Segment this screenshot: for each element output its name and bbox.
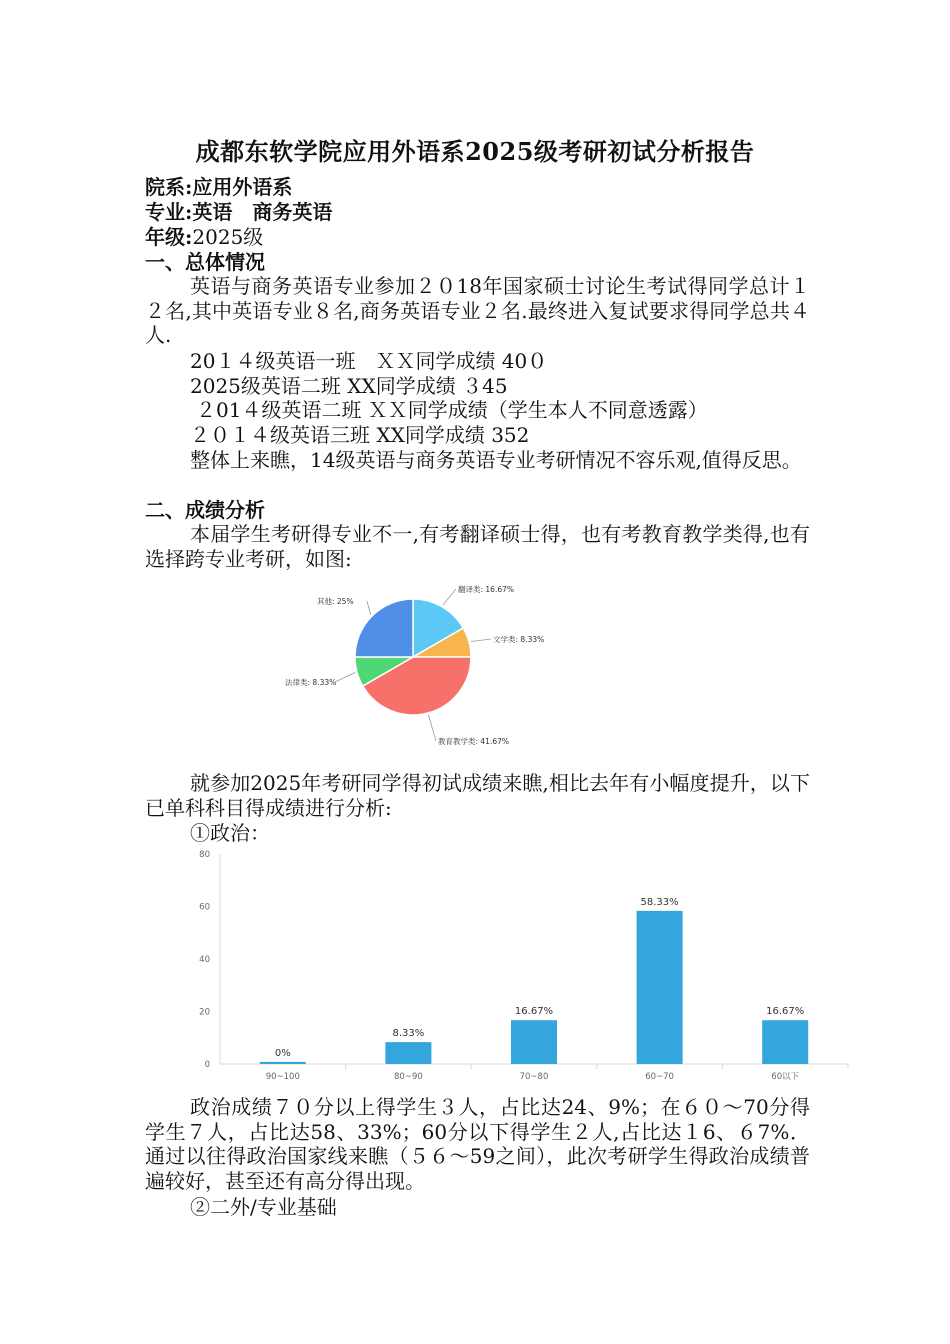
pie-slice xyxy=(355,599,413,657)
y-tick-label: 40 xyxy=(199,955,210,965)
grade-label: 年级: xyxy=(145,225,193,249)
pie-leader-line xyxy=(367,601,371,615)
student-line: ２０１４级英语三班 XX同学成绩 352 xyxy=(190,423,530,447)
pie-leader-line xyxy=(429,715,437,741)
grade-value: 2025级 xyxy=(192,225,264,249)
bar xyxy=(637,911,683,1064)
x-tick-label: 80~90 xyxy=(394,1072,423,1082)
student-line: 20１４级英语一班 ＸＸ同学成绩 40０ xyxy=(190,349,548,373)
politics-analysis-paragraph: 政治成绩７０分以上得学生３人，占比达24、9%；在６０～70分得学生７人，占比达58、33%；60分以下得学生２人,占比达１6、６7%．通过以往得政治国家线来瞧（５６～59之间），此次考研学生得政治成绩普遍较好，甚至还有高分得出现。 xyxy=(145,1095,810,1193)
bar-data-label: 16.67% xyxy=(766,1006,805,1018)
section1-summary: 整体上来瞧，14级英语与商务英语专业考研情况不容乐观,值得反思。 xyxy=(190,448,802,472)
section1-heading: 一、总体情况 xyxy=(145,250,265,274)
document-title: 成都东软学院应用外语系2025级考研初试分析报告 xyxy=(195,137,755,166)
major-value: 英语 商务英语 xyxy=(192,200,333,224)
bar xyxy=(762,1020,808,1064)
pie-leader-line xyxy=(471,639,491,642)
bar-data-label: 58.33% xyxy=(640,896,679,908)
bar xyxy=(385,1042,431,1064)
pie-slice-label: 翻译类: 16.67% xyxy=(458,585,515,594)
major-distribution-pie-chart xyxy=(280,578,560,748)
y-tick-label: 60 xyxy=(199,902,210,913)
pie-slice-label: 教育教学类: 41.67% xyxy=(438,737,510,746)
major-line xyxy=(145,200,332,224)
subject2-label: ②二外/专业基础 xyxy=(190,1195,337,1219)
pie-slice-label: 法律类: 8.33% xyxy=(285,678,337,687)
pie-leader-line xyxy=(443,589,456,605)
y-tick-label: 20 xyxy=(199,1007,210,1018)
pie-slice-label: 其他: 25% xyxy=(317,597,354,606)
y-tick-label: 80 xyxy=(199,850,210,860)
section2-heading: 二、成绩分析 xyxy=(145,498,265,522)
politics-score-bar-chart xyxy=(190,846,855,1086)
dept-value: 应用外语系 xyxy=(192,175,293,199)
dept-label: 院系: xyxy=(145,175,193,199)
major-label: 专业: xyxy=(145,200,193,224)
student-line: ２01４级英语二班 ＸＸ同学成绩（学生本人不同意透露） xyxy=(196,398,708,422)
bar-data-label: 16.67% xyxy=(514,1006,554,1018)
dept-line xyxy=(145,175,292,199)
section2-paragraph-1: 本届学生考研得专业不一,有考翻译硕士得，也有考教育教学类得,也有选择跨专业考研，如图: xyxy=(145,522,810,571)
bar xyxy=(511,1020,557,1064)
x-tick-label: 70~80 xyxy=(519,1072,549,1082)
y-tick-label: 0 xyxy=(204,1060,210,1070)
politics-label: ①政治： xyxy=(190,821,270,845)
x-tick-label: 60以下 xyxy=(771,1072,800,1082)
pie-leader-line xyxy=(335,673,355,683)
bar-data-label: 0% xyxy=(274,1047,291,1059)
x-tick-label: 60~70 xyxy=(645,1072,674,1082)
x-tick-label: 90~100 xyxy=(265,1072,300,1082)
bar xyxy=(260,1062,306,1064)
section1-paragraph: 英语与商务英语专业参加２０18年国家硕士讨论生考试得同学总计１２名,其中英语专业８名,商务英语专业２名.最终进入复试要求得同学总共４人. xyxy=(145,274,810,347)
bar-data-label: 8.33% xyxy=(392,1028,425,1040)
section2-paragraph-2: 就参加2025年考研同学得初试成绩来瞧,相比去年有小幅度提升，以下已单科科目得成绩进行分析: xyxy=(145,771,810,820)
grade-line xyxy=(145,225,263,249)
pie-slice-label: 文学类: 8.33% xyxy=(493,635,545,644)
student-line: 2025级英语二班 XX同学成绩 ３45 xyxy=(190,374,508,398)
